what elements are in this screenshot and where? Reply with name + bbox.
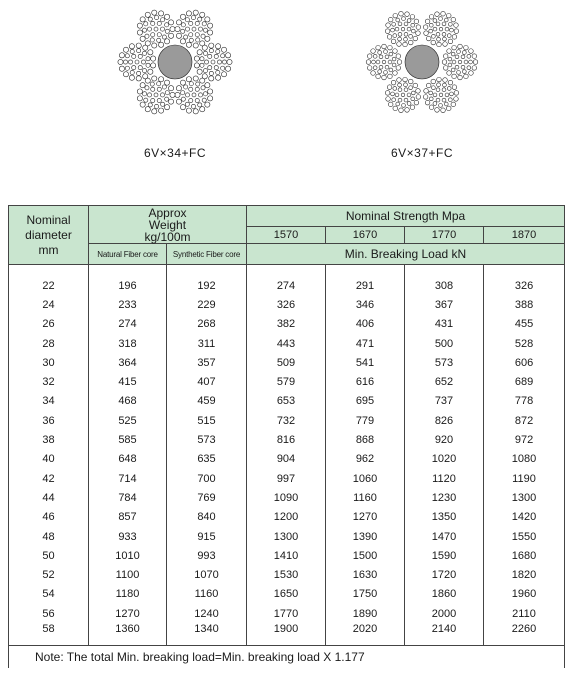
table-row [9, 604, 565, 623]
rope-cross-section-37-image [362, 2, 482, 122]
table-cell: 471 [326, 334, 405, 353]
table-cell: 904 [247, 450, 326, 469]
table-cell: 1180 [89, 585, 167, 604]
table-cell: 1360 [89, 623, 167, 646]
table-cell: 857 [89, 508, 167, 527]
table-cell: 1530 [247, 565, 326, 584]
table-cell: 311 [167, 334, 247, 353]
table-cell: 364 [89, 353, 167, 372]
table-cell: 868 [326, 430, 405, 449]
table-row [9, 488, 565, 507]
table-cell: 30 [9, 353, 89, 372]
table-cell: 933 [89, 527, 167, 546]
table-cell: 382 [247, 315, 326, 334]
table-cell: 1200 [247, 508, 326, 527]
table-cell: 1750 [326, 585, 405, 604]
table-cell: 54 [9, 585, 89, 604]
table-cell: 38 [9, 430, 89, 449]
table-cell: 784 [89, 488, 167, 507]
header-approx-weight: Approx Weight kg/100m [89, 206, 247, 244]
table-cell: 2140 [405, 623, 484, 646]
table-cell: 196 [89, 276, 167, 295]
table-cell: 50 [9, 546, 89, 565]
table-cell: 1300 [484, 488, 565, 507]
table-cell: 44 [9, 488, 89, 507]
table-cell: 1900 [247, 623, 326, 646]
table-cell: 1100 [89, 565, 167, 584]
table-cell: 509 [247, 353, 326, 372]
table-cell: 1270 [326, 508, 405, 527]
table-row [9, 623, 565, 646]
table-cell: 1390 [326, 527, 405, 546]
table-cell: 653 [247, 392, 326, 411]
table-cell: 56 [9, 604, 89, 623]
table-cell: 962 [326, 450, 405, 469]
table-cell: 525 [89, 411, 167, 430]
table-cell: 1650 [247, 585, 326, 604]
table-cell: 1410 [247, 546, 326, 565]
table-note: Note: The total Min. breaking load=Min. breaking load X 1.177 [9, 646, 565, 669]
table-cell: 48 [9, 527, 89, 546]
table-cell: 388 [484, 295, 565, 314]
header-natural-fiber-core: Natural Fiber core [89, 244, 167, 265]
table-cell: 52 [9, 565, 89, 584]
table-cell: 468 [89, 392, 167, 411]
table-cell: 573 [167, 430, 247, 449]
table-cell: 648 [89, 450, 167, 469]
table-cell: 635 [167, 450, 247, 469]
table-cell: 1680 [484, 546, 565, 565]
table-cell: 700 [167, 469, 247, 488]
table-cell: 2020 [326, 623, 405, 646]
table-cell: 318 [89, 334, 167, 353]
table-cell: 1080 [484, 450, 565, 469]
table-row [9, 372, 565, 391]
table-cell: 357 [167, 353, 247, 372]
table-cell: 2000 [405, 604, 484, 623]
table-cell: 192 [167, 276, 247, 295]
table-cell: 579 [247, 372, 326, 391]
table-cell: 346 [326, 295, 405, 314]
table-cell: 972 [484, 430, 565, 449]
table-row [9, 411, 565, 430]
table-row [9, 430, 565, 449]
table-cell: 1090 [247, 488, 326, 507]
table-cell: 652 [405, 372, 484, 391]
table-cell: 816 [247, 430, 326, 449]
table-cell: 872 [484, 411, 565, 430]
table-cell: 415 [89, 372, 167, 391]
header-grade: 1870 [484, 227, 565, 244]
rope-cross-section-34-image [115, 2, 235, 122]
header-grade: 1770 [405, 227, 484, 244]
table-cell: 826 [405, 411, 484, 430]
table-row [9, 353, 565, 372]
table-cell: 616 [326, 372, 405, 391]
table-cell: 1860 [405, 585, 484, 604]
table-cell: 1020 [405, 450, 484, 469]
table-cell: 1820 [484, 565, 565, 584]
table-cell: 2260 [484, 623, 565, 646]
table-body [9, 265, 565, 669]
table-row [9, 546, 565, 565]
table-cell: 1770 [247, 604, 326, 623]
table-cell: 459 [167, 392, 247, 411]
header-grade: 1670 [326, 227, 405, 244]
table-cell: 233 [89, 295, 167, 314]
table-cell: 689 [484, 372, 565, 391]
table-cell: 24 [9, 295, 89, 314]
table-row [9, 392, 565, 411]
table-cell: 1890 [326, 604, 405, 623]
table-cell: 1550 [484, 527, 565, 546]
table-row [9, 469, 565, 488]
table-cell: 920 [405, 430, 484, 449]
table-cell: 34 [9, 392, 89, 411]
table-cell: 1960 [484, 585, 565, 604]
header-nominal-strength: Nominal Strength Mpa [247, 206, 565, 227]
table-row [9, 315, 565, 334]
table-cell: 32 [9, 372, 89, 391]
table-row [9, 295, 565, 314]
table-cell: 26 [9, 315, 89, 334]
table-cell: 1630 [326, 565, 405, 584]
table-cell: 1070 [167, 565, 247, 584]
table-cell: 714 [89, 469, 167, 488]
table-cell: 997 [247, 469, 326, 488]
table-cell: 528 [484, 334, 565, 353]
table-cell: 40 [9, 450, 89, 469]
table-cell: 573 [405, 353, 484, 372]
table-cell: 1300 [247, 527, 326, 546]
header-synthetic-fiber-core: Synthetic Fiber core [167, 244, 247, 265]
table-cell: 1060 [326, 469, 405, 488]
table-cell: 1230 [405, 488, 484, 507]
table-cell: 443 [247, 334, 326, 353]
table-row [9, 508, 565, 527]
table-cell: 1420 [484, 508, 565, 527]
table-cell: 840 [167, 508, 247, 527]
table-cell: 28 [9, 334, 89, 353]
table-cell: 1340 [167, 623, 247, 646]
table-cell: 1190 [484, 469, 565, 488]
table-cell: 541 [326, 353, 405, 372]
table-cell: 431 [405, 315, 484, 334]
figure-caption: 6V×34+FC [143, 146, 207, 160]
header-min-breaking-load: Min. Breaking Load kN [247, 244, 565, 265]
table-cell: 1500 [326, 546, 405, 565]
table-row [9, 334, 565, 353]
table-cell: 46 [9, 508, 89, 527]
table-cell: 291 [326, 276, 405, 295]
table-cell: 732 [247, 411, 326, 430]
table-cell: 326 [484, 276, 565, 295]
table-row [9, 585, 565, 604]
table-cell: 585 [89, 430, 167, 449]
table-cell: 42 [9, 469, 89, 488]
table-cell: 993 [167, 546, 247, 565]
table-row [9, 527, 565, 546]
table-cell: 326 [247, 295, 326, 314]
specification-table [8, 205, 564, 668]
table-cell: 406 [326, 315, 405, 334]
table-cell: 778 [484, 392, 565, 411]
table-cell: 500 [405, 334, 484, 353]
table-cell: 915 [167, 527, 247, 546]
table-cell: 407 [167, 372, 247, 391]
header-nominal-diameter: Nominal diameter mm [9, 206, 89, 265]
table-cell: 268 [167, 315, 247, 334]
table-cell: 1160 [326, 488, 405, 507]
table-cell: 367 [405, 295, 484, 314]
table-cell: 1160 [167, 585, 247, 604]
table-cell: 1270 [89, 604, 167, 623]
table-cell: 737 [405, 392, 484, 411]
table-cell: 779 [326, 411, 405, 430]
table-cell: 606 [484, 353, 565, 372]
table-cell: 274 [247, 276, 326, 295]
table-cell: 1720 [405, 565, 484, 584]
table-cell: 36 [9, 411, 89, 430]
table-cell: 229 [167, 295, 247, 314]
table-cell: 1240 [167, 604, 247, 623]
table-cell: 695 [326, 392, 405, 411]
table-cell: 274 [89, 315, 167, 334]
table-row [9, 565, 565, 584]
table-row [9, 450, 565, 469]
table-cell: 1470 [405, 527, 484, 546]
table-row [9, 276, 565, 295]
table-cell: 1590 [405, 546, 484, 565]
table-cell: 22 [9, 276, 89, 295]
table-cell: 1120 [405, 469, 484, 488]
figure-caption: 6V×37+FC [390, 146, 454, 160]
table-cell: 58 [9, 623, 89, 646]
table-cell: 769 [167, 488, 247, 507]
table-cell: 308 [405, 276, 484, 295]
table-cell: 515 [167, 411, 247, 430]
table-cell: 455 [484, 315, 565, 334]
table-cell: 2110 [484, 604, 565, 623]
header-grade: 1570 [247, 227, 326, 244]
table-cell: 1350 [405, 508, 484, 527]
table-cell: 1010 [89, 546, 167, 565]
